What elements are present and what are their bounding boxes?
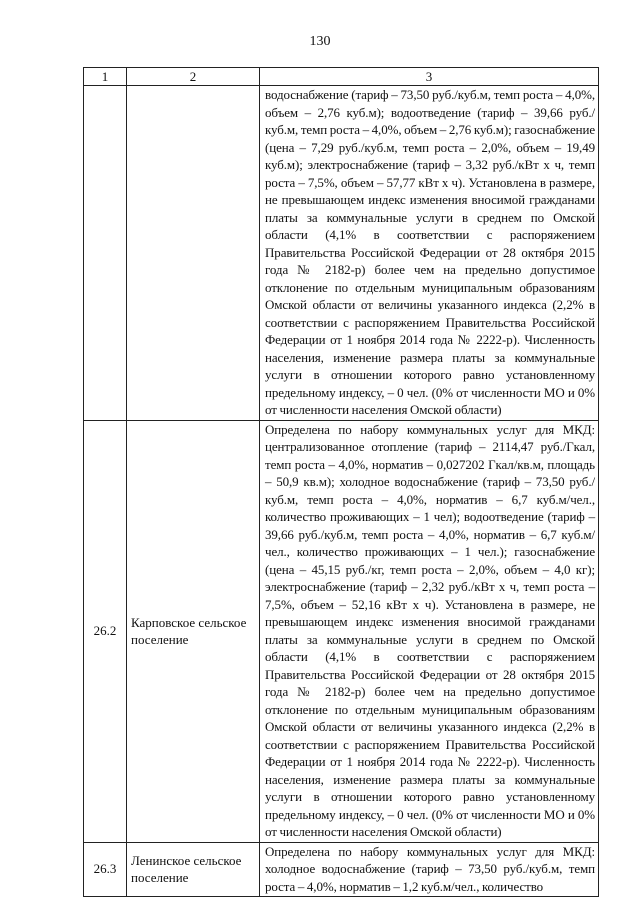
municipality-name: Ленинское сельское поселение xyxy=(127,842,260,897)
description-cell xyxy=(260,86,599,421)
description-text: Определена по набору коммунальных услуг для МКД: холодное водоснабжение (тариф – 73,50 руб./куб.м, темп роста – 4,0%, норматив – 1,2 куб.м/чел., количество xyxy=(265,843,595,894)
page-number: 130 xyxy=(309,34,331,49)
table-row xyxy=(84,842,599,897)
row-number: 26.2 xyxy=(84,420,127,842)
description-cell xyxy=(260,842,599,897)
column-header-2: 2 xyxy=(127,68,260,86)
table-header-row xyxy=(84,68,599,86)
description-cell xyxy=(260,420,599,842)
table-row xyxy=(84,86,599,421)
row-number: 26.3 xyxy=(84,842,127,897)
row-number xyxy=(84,86,127,421)
column-header-1: 1 xyxy=(84,68,127,86)
tariff-table xyxy=(83,67,599,897)
description-text: водоснабжение (тариф – 73,50 руб./куб.м, темп роста – 4,0%, объем – 2,76 куб.м); водоотведение (тариф – 39,66 руб./куб.м, темп роста – 4,0%, объем – 2,76 куб.м); газоснабжение (цена – 7,29 руб./куб.м, темп роста – 2,0%, объем – 19,49 куб.м); электроснабжение (тариф – 3,32 руб./кВт х ч, темп роста – 7,5%, объем – 57,77 кВт х ч). Установлена в размере, не превышающем индекс изменения вносимой гражданами платы за коммунальные услуги в среднем по Омской области (4,1% в соответствии с распоряжением Правительства Российской Федерации от 28 октября 2015 года № 2182-р) более чем на предельно допустимое отклонение по отдельным муниципальным образованиям Омской области от величины указанного индекса (2,2% в соответствии с распоряжением Правительства Российской Федерации от 1 ноября 2014 года № 2222-р). Численность населения, изменение размера платы за коммунальные услуги в отношении которого равно установленному предельному индексу, – 0 чел. (0% от численности МО и 0% от численности населения Омской области) xyxy=(265,87,596,417)
municipality-name: Карповское сельское поселение xyxy=(127,420,260,842)
description-text: Определена по набору коммунальных услуг для МКД: централизованное отопление (тариф – 2114,47 руб./Гкал, темп роста – 4,0%, норматив – 0,027202 Гкал/кв.м, площадь – 50,9 кв.м); холодное водоснабжение (тариф – 73,50 руб./куб.м, темп роста – 4,0%, норматив – 6,7 куб.м/чел., количество проживающих – 1 чел); водоотведение (тариф – 39,66 руб./куб.м, темп роста – 4,0%, норматив – 6,7 куб.м/чел., количество проживающих – 1 чел.); газоснабжение (цена – 45,15 руб./кг, темп роста – 2,0%, объем – 4,0 кг); электроснабжение (тариф – 2,32 руб./кВт х ч, темп роста – 7,5%, объем – 52,16 кВт х ч). Установлена в размере, не превышающем индекс изменения вносимой гражданами платы за коммунальные услуги в среднем по Омской области (4,1% в соответствии с распоряжением Правительства Российской Федерации от 28 октября 2015 года № 2182-р) более чем на предельно допустимое отклонение по отдельным муниципальным образованиям Омской области от величины указанного индекса (2,2% в соответствии с распоряжением Правительства Российской Федерации от 1 ноября 2014 года № 2222-р). Численность населения, изменение размера платы за коммунальные услуги в отношении которого равно установленному предельному индексу, – 0 чел. (0% от численности МО и 0% от численности населения Омской области) xyxy=(265,421,595,839)
table-row xyxy=(84,420,599,842)
column-header-3: 3 xyxy=(260,68,599,86)
municipality-name xyxy=(127,86,260,421)
